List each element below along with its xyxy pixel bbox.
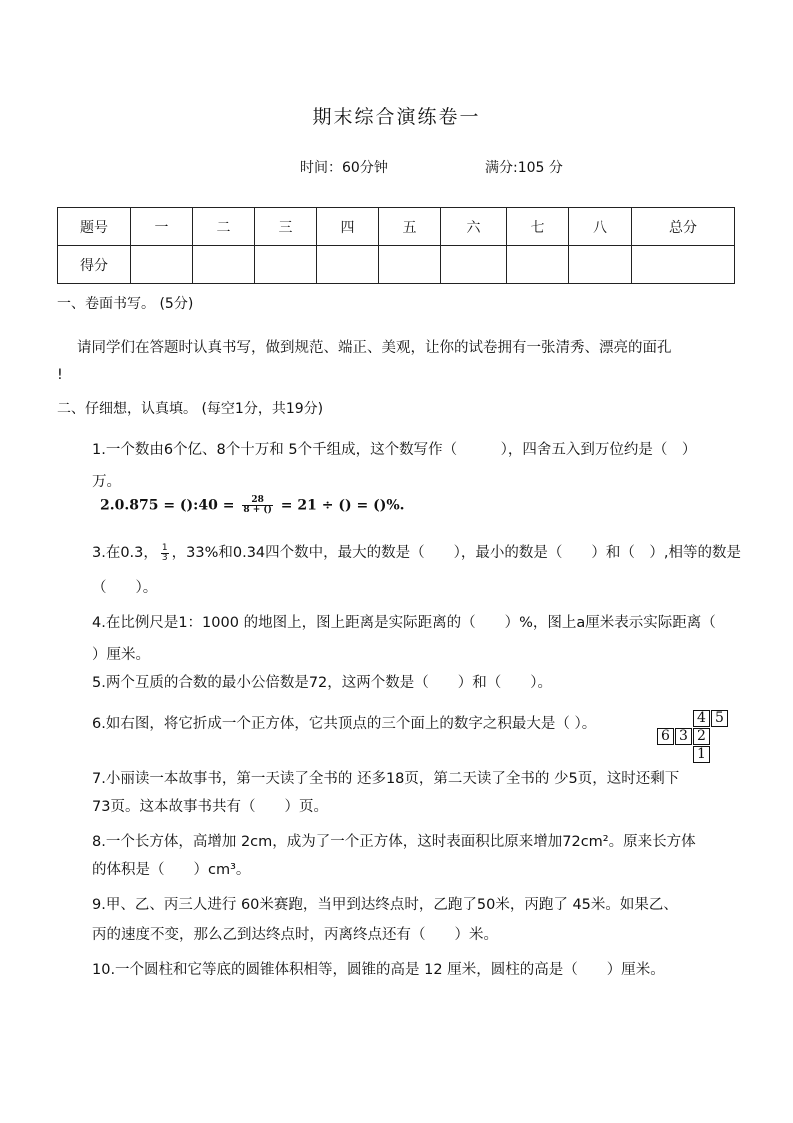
- q2-suffix: = 21 ÷ () = ()%.: [275, 497, 405, 514]
- q2-fraction: [242, 496, 273, 515]
- score-table: [57, 207, 735, 284]
- header-cell: 三: [255, 208, 317, 246]
- net-face: 4: [693, 710, 710, 727]
- question-8: 8.一个长方体，高增加 2cm，成为了一个正方体，这时表面积比原来增加72cm²。原来长方体: [92, 834, 696, 850]
- question-6: 6.如右图，将它折成一个正方体，它共顶点的三个面上的数字之积最大是（ ）。: [92, 716, 597, 732]
- score-cell[interactable]: [317, 246, 379, 284]
- score-cell[interactable]: [255, 246, 317, 284]
- header-cell: 五: [379, 208, 441, 246]
- score-table-header-row: [58, 208, 735, 246]
- header-cell: 一: [131, 208, 193, 246]
- score-cell[interactable]: [632, 246, 735, 284]
- header-cell: 总分: [632, 208, 735, 246]
- page-title: 期末综合演练卷一: [312, 106, 481, 128]
- q2-prefix: 2.0.875 = ():40 =: [100, 497, 240, 514]
- q2-frac-den: 8 + (): [243, 505, 272, 515]
- score-cell[interactable]: [193, 246, 255, 284]
- score-cell[interactable]: [131, 246, 193, 284]
- question-3: [92, 541, 741, 563]
- net-face: 5: [711, 710, 728, 727]
- q3-frac-num: 1: [161, 542, 168, 553]
- section2-heading: 二、仔细想，认真填。 (每空1分，共19分): [57, 401, 324, 417]
- header-cell: 二: [193, 208, 255, 246]
- q3-fraction: [161, 544, 169, 563]
- question-4: 4.在比例尺是1：1000 的地图上，图上距离是实际距离的（ ）%，图上a厘米表示实际距离（: [92, 615, 716, 631]
- header-cell: 六: [441, 208, 507, 246]
- score-cell[interactable]: [441, 246, 507, 284]
- section1-heading: 一、卷面书写。 (5分): [57, 296, 194, 312]
- q3-part-a: 3.在0.3，: [92, 545, 158, 561]
- question-1: 1.一个数由6个亿、8个十万和 5个千组成，这个数写作（ ），四舍五入到万位约是（ ）: [92, 442, 697, 458]
- score-table-score-row: [58, 246, 735, 284]
- question-4-cont: ）厘米。: [92, 647, 150, 663]
- question-7: 7.小丽读一本故事书，第一天读了全书的 还多18页，第二天读了全书的 少5页，这时还剩下: [92, 771, 680, 787]
- exam-time: 时间：60分钟: [300, 160, 388, 176]
- section1-text: 请同学们在答题时认真书写，做到规范、端正、美观，让你的试卷拥有一张清秀、漂亮的面孔: [77, 340, 672, 356]
- score-cell[interactable]: [507, 246, 569, 284]
- net-face: 6: [657, 728, 674, 745]
- score-cell[interactable]: [379, 246, 441, 284]
- question-8-cont: 的体积是（ ）cm³。: [92, 862, 251, 878]
- header-cell: 四: [317, 208, 379, 246]
- score-cell[interactable]: [569, 246, 632, 284]
- question-1-cont: 万。: [92, 474, 121, 490]
- q2-frac-num: 28: [242, 496, 273, 506]
- question-10: 10.一个圆柱和它等底的圆锥体积相等，圆锥的高是 12 厘米，圆柱的高是（ ）厘米。: [92, 962, 665, 978]
- question-3-cont: （ ）。: [92, 580, 158, 596]
- score-row-label: 得分: [58, 246, 131, 284]
- header-cell: 题号: [58, 208, 131, 246]
- full-score: 满分:105 分: [485, 160, 563, 176]
- q3-frac-den: 3: [161, 552, 168, 563]
- section1-text-end: !: [57, 367, 63, 383]
- question-9: 9.甲、乙、丙三人进行 60米赛跑，当甲到达终点时，乙跑了50米，丙跑了 45米。如果乙、: [92, 897, 678, 913]
- question-5: 5.两个互质的合数的最小公倍数是72，这两个数是（ ）和（ ）。: [92, 675, 553, 691]
- header-cell: 八: [569, 208, 632, 246]
- cube-net-figure: [656, 708, 732, 766]
- question-7-cont: 73页。这本故事书共有（ ）页。: [92, 799, 328, 815]
- q3-part-b: ，33%和0.34四个数中，最大的数是（ ），最小的数是（ ）和（ ）,相等的数是: [171, 545, 742, 561]
- net-face: 3: [675, 728, 692, 745]
- net-face: 1: [693, 746, 710, 763]
- net-face: 2: [693, 728, 710, 745]
- question-9-cont: 丙的速度不变，那么乙到达终点时，丙离终点还有（ ）米。: [92, 927, 498, 943]
- question-2: [100, 496, 405, 515]
- header-cell: 七: [507, 208, 569, 246]
